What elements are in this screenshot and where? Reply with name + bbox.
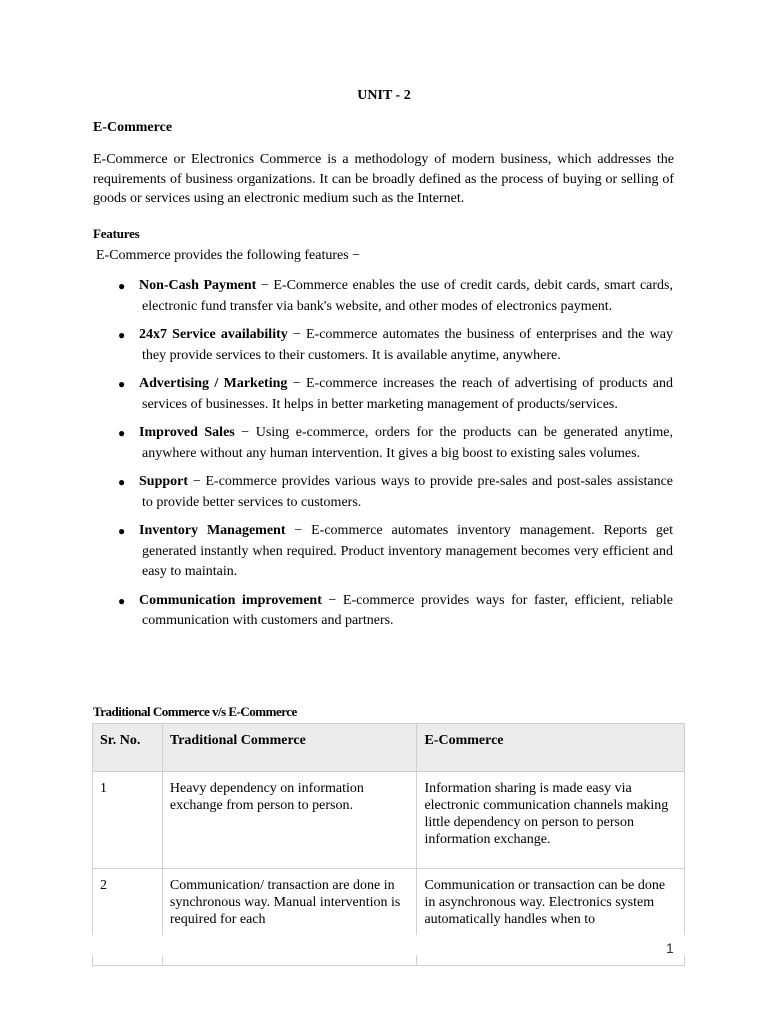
features-heading: Features xyxy=(93,226,140,241)
feature-item xyxy=(0,591,768,632)
feature-title: Communication improvement xyxy=(139,592,322,608)
column-header-traditional: Traditional Commerce xyxy=(162,724,417,772)
feature-item xyxy=(0,325,768,366)
page-number: 1 xyxy=(666,940,674,956)
intro-paragraph: E-Commerce or Electronics Commerce is a methodology of modern business, which addresses the requirements of business organizations. It can be broadly defined as the process of buying or selling of goods or services using an electronic medium such as the Internet. xyxy=(93,152,674,206)
comparison-table xyxy=(92,723,685,966)
feature-description: − E-Commerce enables the use of credit cards, debit cards, smart cards, electronic fund transfer via bank's website, and other modes of electronics payment. xyxy=(142,278,674,314)
table-cell: 2 xyxy=(93,869,163,966)
feature-description: − E-commerce automates inventory management. Reports get generated instantly when required. Product inventory management becomes very efficient and easy to maintain. xyxy=(142,523,674,579)
feature-title: 24x7 Service availability xyxy=(139,327,288,342)
table-cell: Communication or transaction can be done in asynchronous way. Electronics system automatically handles when to xyxy=(417,869,685,966)
feature-item xyxy=(0,374,768,415)
table-header-row xyxy=(93,724,685,772)
table-cell: Information sharing is made easy via electronic communication channels making little dependency on person to person information exchange. xyxy=(417,772,685,869)
section-heading: E-Commerce xyxy=(93,120,173,135)
table-cell: Communication/ transaction are done in synchronous way. Manual intervention is required for each xyxy=(162,869,417,966)
bullet-icon: ● xyxy=(118,328,126,342)
bullet-icon: ● xyxy=(118,426,126,440)
feature-item xyxy=(0,276,768,317)
feature-title: Inventory Management xyxy=(139,523,286,538)
feature-title: Improved Sales xyxy=(139,425,235,440)
feature-title: Support xyxy=(139,474,189,489)
feature-description: − Using e-commerce, orders for the products can be generated anytime, anywhere without any human intervention. It gives a big boost to existing sales volumes. xyxy=(142,425,674,461)
feature-title: Advertising / Marketing xyxy=(139,376,288,391)
bullet-icon: ● xyxy=(118,593,126,608)
feature-description: − E-commerce provides various ways to provide pre-sales and post-sales assistance to provide better services to customers. xyxy=(142,474,674,510)
bullet-icon: ● xyxy=(118,475,126,489)
feature-title: Non-Cash Payment xyxy=(139,278,257,293)
feature-description: − E-commerce automates the business of enterprises and the way they provide services to their customers. It is available anytime, anywhere. xyxy=(142,327,674,363)
bullet-icon: ● xyxy=(118,524,126,538)
table-cell: Heavy dependency on information exchange from person to person. xyxy=(162,772,417,869)
features-list xyxy=(0,276,768,640)
bullet-icon: ● xyxy=(118,377,126,391)
feature-description: − E-commerce increases the reach of advertising of products and services of businesses. It helps in better marketing management of products/services. xyxy=(142,376,674,412)
feature-item xyxy=(0,423,768,464)
feature-description: − E-commerce provides ways for faster, efficient, reliable communication with customers and partners. xyxy=(142,592,673,628)
column-header-sr-no: Sr. No. xyxy=(93,724,163,772)
table-heading: Traditional Commerce v/s E-Commerce xyxy=(93,704,297,719)
feature-item xyxy=(0,472,768,513)
page-bottom-mask xyxy=(90,935,690,955)
feature-item xyxy=(0,521,768,583)
unit-title: UNIT - 2 xyxy=(357,88,411,103)
column-header-ecommerce: E-Commerce xyxy=(417,724,685,772)
bullet-icon: ● xyxy=(118,279,126,293)
table-cell: 1 xyxy=(93,772,163,869)
features-intro: E-Commerce provides the following features − xyxy=(96,248,361,263)
table-row xyxy=(93,772,685,869)
